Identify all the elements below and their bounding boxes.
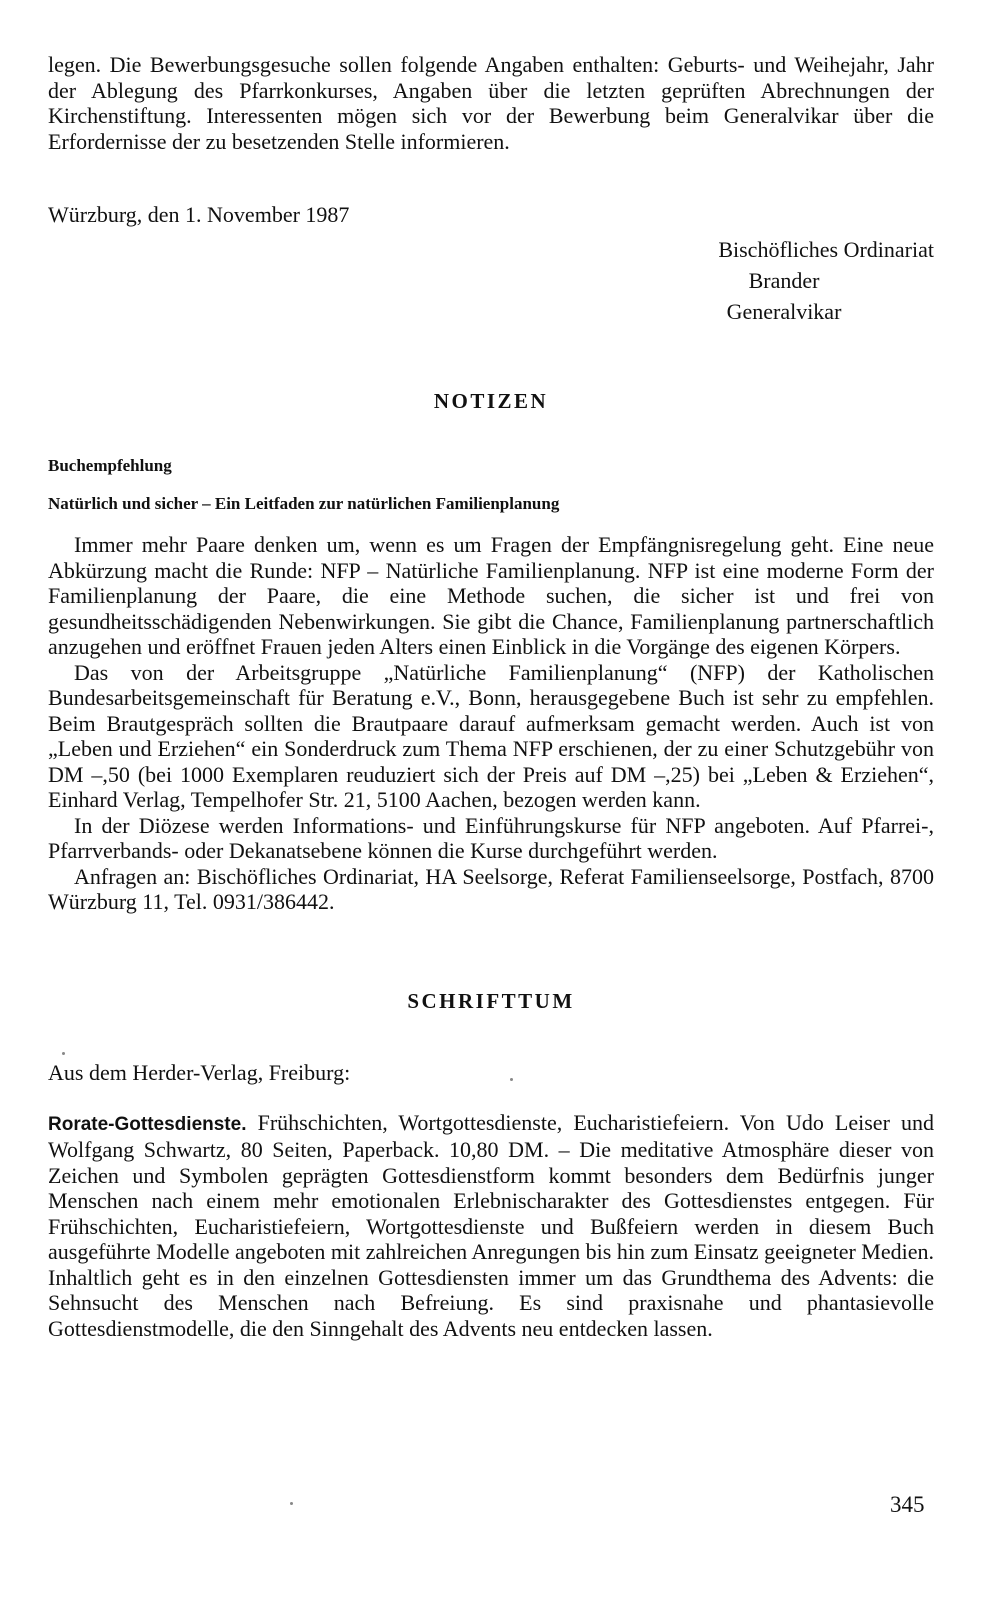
scan-speck — [62, 1052, 65, 1055]
body-paragraph: Das von der Arbeitsgruppe „Natürliche Familienplanung“ (NFP) der Katholischen Bundesarbeitsgemeinschaft für Beratung e.V., Bonn, herausgegebene Buch ist sehr zu empfehlen. Beim Brautgespräch sollten die Brautpaare darauf aufmerksam gemacht werden. Auch ist von „Leben und Erziehen“ ein Sonderdruck zum Thema NFP erschienen, der zu einer Schutzgebühr von DM –,50 (bei 1000 Exemplaren reuduziert sich der Preis auf DM –,25) bei „Leben & Erziehen“, Einhard Verlag, Tempelhofer Str. 21, 5100 Aachen, bezogen werden kann. — [48, 659, 934, 812]
dateline: Würzburg, den 1. November 1987 — [48, 202, 350, 227]
review-title: Rorate-Gottesdienste. — [48, 1113, 247, 1135]
body-paragraph: Anfragen an: Bischöfliches Ordinariat, HA Seelsorge, Referat Familienseelsorge, Postfach, 8700 Würzburg 11, Tel. 0931/386442. — [48, 863, 934, 914]
book-title: Natürlich und sicher – Ein Leitfaden zur natürlichen Familienplanung — [48, 494, 560, 513]
notizen-body — [48, 532, 934, 915]
signature-block — [634, 234, 934, 327]
book-review — [48, 1110, 934, 1342]
body-paragraph: Immer mehr Paare denken um, wenn es um Fragen der Empfängnisregelung geht. Eine neue Abkürzung macht die Runde: NFP – Natürliche Familienplanung. NFP ist eine moderne Form der Familienplanung der Paare, die eine Methode suchen, die sicher ist und frei von gesundheitsschädigenden Nebenwirkungen. Sie gibt die Chance, Familienplanung partnerschaftlich anzugehen und eröffnet Frauen jeden Alters einen Einblick in die Vorgänge des eigenen Körpers. — [48, 532, 934, 659]
scan-speck — [290, 1502, 293, 1505]
section-heading-schrifttum: SCHRIFTTUM — [407, 988, 575, 1013]
body-paragraph: In der Diözese werden Informations- und Einführungskurse für NFP angeboten. Auf Pfarrei-, Pfarrverbands- oder Dekanatsebene können die Kurse durchgeführt werden. — [48, 812, 934, 863]
section-heading-notizen: NOTIZEN — [433, 389, 549, 413]
page-body — [48, 52, 934, 1341]
category-label: Buchempfehlung — [48, 456, 172, 475]
signature-name: Brander — [748, 268, 820, 293]
review-text: Frühschichten, Wortgottesdienste, Eucharistiefeiern. Von Udo Leiser und Wolfgang Schwartz, 80 Seiten, Paperback. 10,80 DM. – Die meditative Atmosphäre dieser von Zeichen und Symbolen geprägten Gottesdienstform kommt besonders dem Bedürfnis junger Menschen nach einem mehr emotionalen Erlebnischarakter des Gottesdienstes entgegen. Für Frühschichten, Eucharistiefeiern, Wortgottesdienste und Bußfeiern werden in diesem Buch ausgeführte Modelle angeboten mit zahlreichen Anregungen bis hin zum Einsatz geeigneter Medien. Inhaltlich geht es in den einzelnen Gottesdiensten immer um das Grundthema des Advents: die Sehnsucht des Menschen nach Befreiung. Es sind praxisnahe und phantasievolle Gottesdienstmodelle, die den Sinngehalt des Advents neu entdecken lassen. — [48, 1109, 934, 1341]
scan-speck — [510, 1078, 513, 1081]
signature-office: Bischöfliches Ordinariat — [718, 237, 934, 262]
page-number: 345 — [890, 1492, 925, 1517]
continued-paragraph: legen. Die Bewerbungsgesuche sollen folgende Angaben enthalten: Geburts- und Weihejahr, Jahr der Ablegung des Pfarrkonkurses, Angaben über die letzten geprüften Abrechnungen der Kirchenstiftung. Interessenten mögen sich vor der Bewerbung beim Generalvikar über die Erfordernisse der zu besetzenden Stelle informieren. — [48, 52, 934, 154]
publisher-intro: Aus dem Herder-Verlag, Freiburg: — [48, 1059, 351, 1085]
signature-title: Generalvikar — [726, 299, 842, 324]
